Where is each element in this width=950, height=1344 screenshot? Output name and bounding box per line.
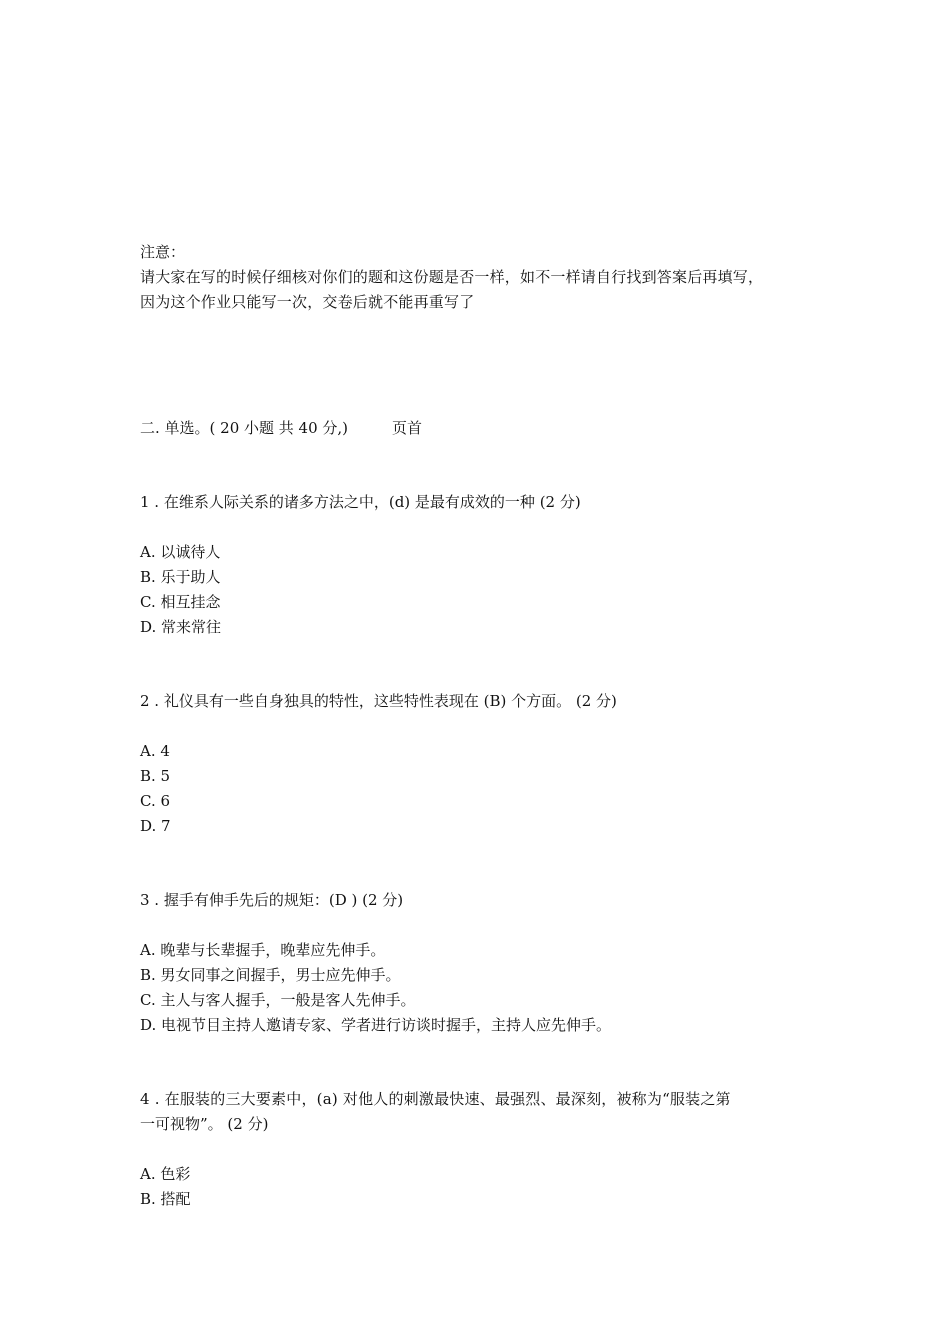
question-2-option-a: A. 4 xyxy=(140,742,170,760)
question-4-text-line-2: 一可视物”。 (2 分) xyxy=(140,1115,269,1133)
notice-heading: 注意： xyxy=(140,243,186,261)
question-2-option-d: D. 7 xyxy=(140,817,171,835)
page-header-link[interactable]: 页首 xyxy=(392,419,423,437)
question-1-option-c: C. 相互挂念 xyxy=(140,593,221,611)
question-3-option-a: A. 晚辈与长辈握手，晚辈应先伸手。 xyxy=(140,941,386,959)
notice-line-2: 因为这个作业只能写一次，交卷后就不能再重写了 xyxy=(140,293,475,311)
section-title: 二. 单选。( 20 小题 共 40 分,) xyxy=(140,419,349,437)
question-1-option-b: B. 乐于助人 xyxy=(140,568,221,586)
question-2-option-c: C. 6 xyxy=(140,792,171,810)
question-2-option-b: B. 5 xyxy=(140,767,171,785)
question-3-text: 3 . 握手有伸手先后的规矩：(D ) (2 分) xyxy=(140,891,404,909)
question-4-option-a: A. 色彩 xyxy=(140,1165,191,1183)
question-1-text: 1 . 在维系人际关系的诸多方法之中，(d) 是最有成效的一种 (2 分) xyxy=(140,493,581,511)
question-1-option-d: D. 常来常往 xyxy=(140,618,222,636)
question-4-option-b: B. 搭配 xyxy=(140,1190,191,1208)
question-1-option-a: A. 以诚待人 xyxy=(140,543,221,561)
section-header xyxy=(140,418,422,438)
notice-line-1: 请大家在写的时候仔细核对你们的题和这份题是否一样，如不一样请自行找到答案后再填写， xyxy=(140,268,764,286)
question-3-option-b: B. 男女同事之间握手，男士应先伸手。 xyxy=(140,966,401,984)
question-4-text-line-1: 4 . 在服装的三大要素中，(a) 对他人的刺激最快速、最强烈、最深刻，被称为“服装之第 xyxy=(140,1090,731,1108)
question-3-option-c: C. 主人与客人握手，一般是客人先伸手。 xyxy=(140,991,416,1009)
question-2-text: 2 . 礼仪具有一些自身独具的特性，这些特性表现在 (B) 个方面。 (2 分) xyxy=(140,692,617,710)
question-3-option-d: D. 电视节目主持人邀请专家、学者进行访谈时握手，主持人应先伸手。 xyxy=(140,1016,612,1034)
